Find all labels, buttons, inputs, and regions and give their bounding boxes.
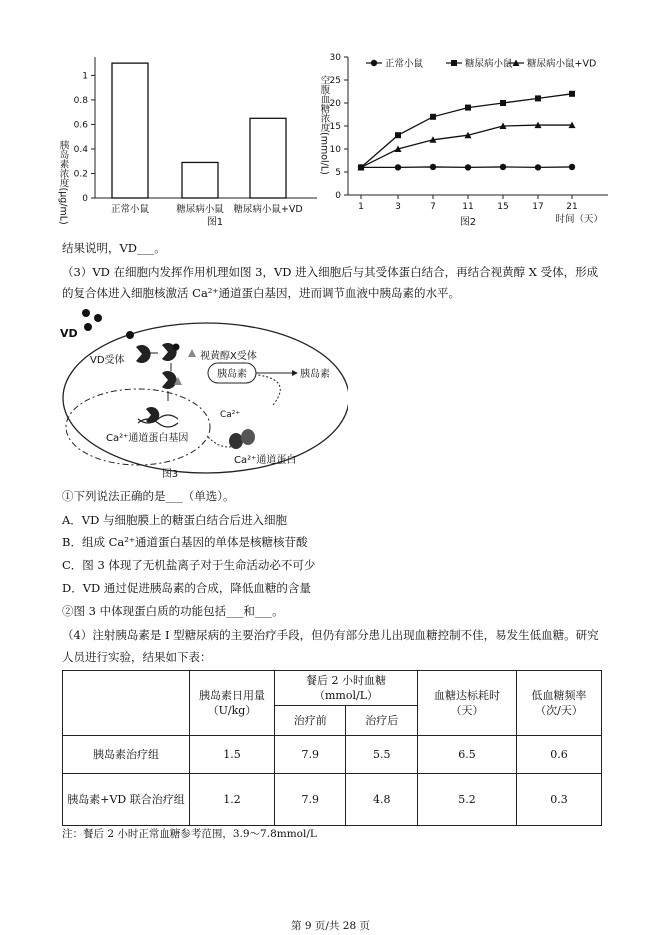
fig2-x-tick-label: 3 bbox=[395, 202, 401, 212]
option-c: C．图 3 体现了无机盐离子对于生命活动必不可少 bbox=[62, 558, 316, 572]
fig2-point bbox=[451, 60, 457, 66]
para-4-line-2: 人员进行实验，结果如下表： bbox=[62, 650, 212, 664]
para-4-line-1: （4）注射胰岛素是 I 型糖尿病的主要治疗手段，但仍有部分患儿出现血糖控制不佳，易发生低血糖。研究 bbox=[62, 628, 599, 642]
fig1-y-tick-label: 0.8 bbox=[73, 95, 88, 106]
label-insulin-out: 胰岛素 bbox=[300, 369, 330, 380]
table-row: 胰岛素+VD 联合治疗组 1.2 7.9 4.8 5.2 0.3 bbox=[63, 774, 602, 826]
fig1-bar bbox=[112, 63, 148, 198]
fig2-point bbox=[395, 132, 401, 138]
vd-molecule-icon bbox=[82, 309, 90, 317]
label-vd-receptor: VD受体 bbox=[90, 355, 125, 366]
fig3-caption: 图3 bbox=[161, 469, 179, 480]
fig1-x-tick-label: 糖尿病小鼠+VD bbox=[233, 204, 303, 215]
result-line: 结果说明，VD___。 bbox=[62, 241, 166, 255]
fig2-legend-label: 糖尿病小鼠 bbox=[465, 58, 513, 70]
table-header-glucose: 餐后 2 小时血糖（mmol/L） bbox=[275, 671, 418, 706]
fig1-y-tick-label: 0.2 bbox=[73, 169, 88, 180]
table-header-before: 治疗前 bbox=[275, 706, 346, 736]
question-1: ①下列说法正确的是___（单选）。 bbox=[62, 489, 235, 503]
fig2-legend-label: 正常小鼠 bbox=[385, 58, 424, 70]
complex-in-nucleus-icon bbox=[146, 407, 159, 423]
fig2-x-tick-label: 21 bbox=[566, 202, 578, 212]
table-header-freq: 低血糖频率 （次/天） bbox=[517, 671, 602, 736]
label-vd: VD bbox=[60, 327, 78, 340]
figure-3-cell-diagram bbox=[58, 305, 348, 485]
fig1-y-tick-label: 1 bbox=[82, 71, 88, 82]
fig2-point bbox=[395, 164, 401, 170]
vd-molecule-icon bbox=[126, 331, 134, 339]
fig2-y-tick-label: 10 bbox=[329, 145, 341, 155]
complex-icon bbox=[162, 371, 177, 389]
label-insulin-in: 胰岛素 bbox=[217, 369, 247, 380]
fig2-caption: 图2 bbox=[459, 217, 477, 228]
option-d: D．VD 通过促进胰岛素的合成，降低血糖的含量 bbox=[62, 581, 311, 595]
label-channel: Ca²⁺通道蛋白 bbox=[234, 455, 297, 466]
fig1-ylabel: 胰岛素浓度(μg/mL) bbox=[57, 140, 69, 225]
fig2-point bbox=[465, 164, 471, 170]
rxr-triangle-icon bbox=[188, 349, 196, 357]
option-a: A．VD 与细胞膜上的糖蛋白结合后进入细胞 bbox=[62, 513, 287, 527]
fig2-xunit: 时间（天） bbox=[555, 214, 603, 225]
fig2-point bbox=[430, 164, 436, 170]
table-header-after: 治疗后 bbox=[346, 706, 418, 736]
fig2-point bbox=[371, 60, 377, 66]
arrow-head bbox=[292, 370, 298, 376]
fig1-caption: 图1 bbox=[206, 217, 224, 228]
cell-membrane bbox=[63, 323, 348, 473]
figure-2-line-chart bbox=[318, 45, 618, 235]
para-3-line-2: 的复合体进入细胞核激活 Ca²⁺通道蛋白基因，进而调节血液中胰岛素的水平。 bbox=[62, 286, 460, 300]
fig2-x-tick-label: 17 bbox=[532, 202, 544, 212]
fig1-bar bbox=[182, 162, 218, 198]
dotted-path bbox=[258, 375, 280, 405]
fig1-bar bbox=[250, 118, 286, 198]
fig1-y-tick-label: 0.6 bbox=[73, 120, 88, 131]
fig2-x-tick-label: 7 bbox=[430, 202, 436, 212]
fig2-legend-label: 糖尿病小鼠+VD bbox=[527, 58, 597, 70]
label-gene: Ca²⁺通道蛋白基因 bbox=[106, 433, 189, 444]
para-3-line-1: （3）VD 在细胞内发挥作用机理如图 3，VD 进入细胞后与其受体蛋白结合，再结合视黄醇 X 受体，形成 bbox=[62, 265, 599, 279]
fig1-y-tick-label: 0.4 bbox=[73, 144, 88, 155]
fig2-y-tick-label: 5 bbox=[335, 168, 341, 178]
table-row: 胰岛素治疗组 1.5 7.9 5.5 6.5 0.6 bbox=[63, 736, 602, 774]
question-2: ②图 3 中体现蛋白质的功能包括___和___。 bbox=[62, 604, 284, 618]
fig2-y-tick-label: 15 bbox=[329, 122, 341, 132]
fig2-point bbox=[500, 100, 506, 106]
table-note: 注：餐后 2 小时正常血糖参考范围，3.9～7.8mmol/L bbox=[62, 828, 317, 840]
ca-channel-icon bbox=[229, 433, 243, 449]
fig1-y-tick-label: 0 bbox=[82, 194, 88, 204]
table-header-days: 血糖达标耗时 （天） bbox=[418, 671, 517, 736]
fig2-point bbox=[500, 164, 506, 170]
fig2-y-tick-label: 25 bbox=[329, 76, 341, 86]
vd-receptor-icon bbox=[136, 345, 151, 363]
label-rxr: 视黄醇X受体 bbox=[200, 351, 257, 362]
ca-channel-icon bbox=[241, 429, 255, 445]
fig2-y-tick-label: 20 bbox=[329, 99, 341, 109]
label-ca: Ca²⁺ bbox=[220, 410, 241, 420]
fig1-x-tick-label: 糖尿病小鼠 bbox=[176, 204, 224, 215]
figure-1-bar-chart bbox=[55, 45, 325, 235]
table-header-dose: 胰岛素日用量 （U/kg） bbox=[190, 671, 275, 736]
fig2-y-tick-label: 0 bbox=[335, 191, 341, 201]
fig2-x-tick-label: 15 bbox=[497, 202, 509, 212]
fig2-x-tick-label: 11 bbox=[462, 202, 474, 212]
fig2-point bbox=[569, 164, 575, 170]
fig2-point bbox=[465, 105, 471, 111]
fig2-x-tick-label: 1 bbox=[358, 202, 364, 212]
vd-molecule-icon bbox=[173, 344, 180, 351]
fig2-point bbox=[430, 114, 436, 120]
fig2-ylabel: 空腹血糖浓度(mmol/L) bbox=[318, 75, 330, 175]
option-b: B．组成 Ca²⁺通道蛋白基因的单体是核糖核苷酸 bbox=[62, 535, 308, 549]
fig1-x-tick-label: 正常小鼠 bbox=[110, 204, 150, 215]
fig2-point bbox=[569, 91, 575, 97]
fig2-series-line bbox=[361, 125, 572, 167]
vd-molecule-icon bbox=[94, 314, 102, 322]
fig2-point bbox=[535, 95, 541, 101]
vd-molecule-icon bbox=[84, 323, 92, 331]
cell-nucleus bbox=[66, 389, 210, 465]
page-footer: 第 9 页/共 28 页 bbox=[291, 920, 370, 932]
fig2-point bbox=[535, 164, 541, 170]
table-header-blank bbox=[63, 671, 190, 736]
fig2-y-tick-label: 30 bbox=[329, 53, 341, 63]
results-table bbox=[62, 670, 602, 826]
